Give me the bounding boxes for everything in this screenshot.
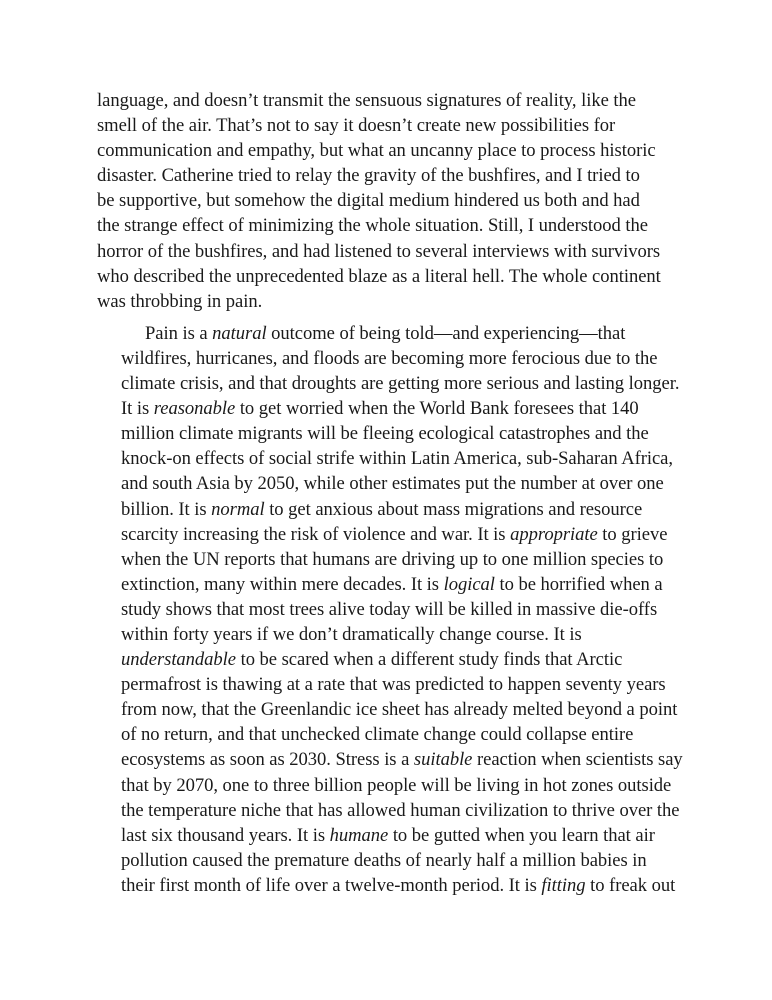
text-run: the temperature niche that has allowed human civilization to thrive over the [121, 799, 680, 821]
text-line [97, 722, 687, 747]
text-line [97, 88, 687, 113]
text-line [97, 672, 687, 697]
text-line [97, 622, 687, 647]
text-run: to grieve [597, 523, 668, 545]
text-line [97, 823, 687, 848]
text-line [97, 497, 687, 522]
text-line [97, 239, 687, 264]
text-run: reaction when scientists say [472, 749, 683, 771]
text-run: last six thousand years. It is [121, 824, 330, 846]
text-run: of no return, and that unchecked climate change could collapse entire [121, 724, 634, 746]
text-run: scarcity increasing the risk of violence and war. It is [121, 523, 511, 545]
text-run: horror of the bushfires, and had listened to several interviews with survivors [97, 240, 661, 262]
text-line [97, 798, 687, 823]
text-line [97, 547, 687, 572]
text-run: extinction, many within mere decades. It is [121, 573, 444, 595]
text-line [97, 773, 687, 798]
text-line [97, 873, 687, 898]
text-run: that by 2070, one to three billion people will be living in hot zones outside [121, 774, 672, 796]
text-line [97, 471, 687, 496]
text-line [97, 697, 687, 722]
emphasized-word: suitable [413, 749, 473, 771]
text-line [97, 848, 687, 873]
text-line [97, 572, 687, 597]
text-run: from now, that the Greenlandic ice sheet has already melted beyond a point [121, 699, 678, 721]
emphasized-word: appropriate [510, 523, 598, 545]
text-run: ecosystems as soon as 2030. Stress is a [121, 749, 414, 771]
text-run: smell of the air. That’s not to say it doesn’t create new possibilities for [97, 115, 616, 137]
text-line [97, 163, 687, 188]
text-run: knock-on effects of social strife within Latin America, sub-Saharan Africa, [121, 448, 673, 470]
text-line [97, 421, 687, 446]
text-line [97, 647, 687, 672]
text-run: to be horrified when a [494, 573, 663, 595]
text-line [97, 321, 687, 346]
paragraph [97, 88, 687, 314]
text-run: to freak out [585, 874, 676, 896]
text-line [97, 522, 687, 547]
text-run: was throbbing in pain. [97, 290, 263, 312]
text-run: the strange effect of minimizing the whole situation. Still, I understood the [97, 215, 648, 237]
text-line [97, 264, 687, 289]
text-run: It is [121, 398, 154, 420]
text-run: within forty years if we don’t dramatically change course. It is [121, 623, 582, 645]
text-run: to get worried when the World Bank foresees that 140 [235, 398, 639, 420]
emphasized-word: understandable [121, 649, 236, 671]
document-page [97, 88, 687, 905]
text-line [97, 138, 687, 163]
text-run: study shows that most trees alive today will be killed in massive die-offs [121, 598, 658, 620]
text-run: to be scared when a different study finds that Arctic [236, 649, 623, 671]
text-run: disaster. Catherine tried to relay the gravity of the bushfires, and I tried to [97, 165, 640, 187]
text-run: permafrost is thawing at a rate that was predicted to happen seventy years [121, 674, 666, 696]
text-run: billion. It is [121, 498, 212, 520]
text-line [97, 396, 687, 421]
emphasized-word: normal [211, 498, 265, 520]
text-line [97, 188, 687, 213]
text-line [97, 747, 687, 772]
text-run: who described the unprecedented blaze as a literal hell. The whole continent [97, 265, 661, 287]
emphasized-word: fitting [541, 874, 586, 896]
text-line [97, 371, 687, 396]
text-run: Pain is a [145, 322, 213, 344]
paragraph [97, 321, 687, 898]
text-line [97, 213, 687, 238]
text-line [97, 346, 687, 371]
body-text [97, 88, 687, 898]
text-line [97, 597, 687, 622]
emphasized-word: humane [329, 824, 389, 846]
text-line [97, 446, 687, 471]
text-run: pollution caused the premature deaths of nearly half a million babies in [121, 849, 647, 871]
text-run: their first month of life over a twelve-month period. It is [121, 874, 542, 896]
text-run: to be gutted when you learn that air [388, 824, 655, 846]
emphasized-word: reasonable [153, 398, 236, 420]
text-run: and south Asia by 2050, while other estimates put the number at over one [121, 473, 664, 495]
text-run: when the UN reports that humans are driving up to one million species to [121, 548, 664, 570]
text-run: to get anxious about mass migrations and resource [264, 498, 643, 520]
text-run: communication and empathy, but what an uncanny place to process historic [97, 140, 656, 162]
text-line [97, 289, 687, 314]
emphasized-word: logical [443, 573, 495, 595]
text-run: wildfires, hurricanes, and floods are becoming more ferocious due to the [121, 347, 658, 369]
text-run: outcome of being told—and experiencing—that [266, 322, 626, 344]
text-run: million climate migrants will be fleeing ecological catastrophes and the [121, 423, 649, 445]
text-run: be supportive, but somehow the digital medium hindered us both and had [97, 190, 640, 212]
text-run: climate crisis, and that droughts are getting more serious and lasting longer. [121, 373, 680, 395]
text-line [97, 113, 687, 138]
text-run: language, and doesn’t transmit the sensuous signatures of reality, like the [97, 90, 636, 111]
emphasized-word: natural [212, 322, 267, 344]
